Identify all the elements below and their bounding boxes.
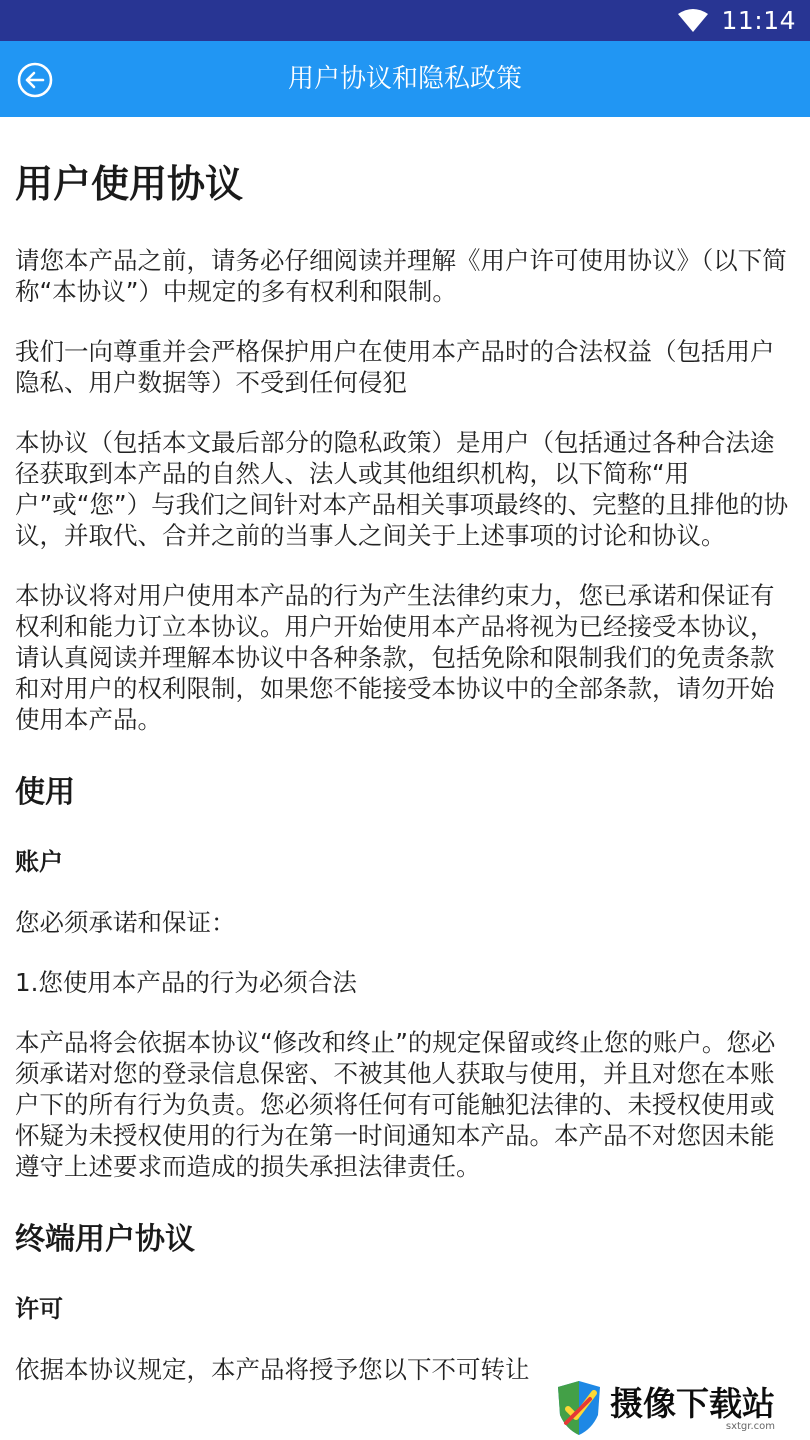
status-time: 11:14 (721, 6, 796, 35)
intro-paragraph: 本协议（包括本文最后部分的隐私政策）是用户（包括通过各种合法途径获取到本产品的自然人、法人或其他组织机构，以下简称“用户”或“您”）与我们之间针对本产品相关事项最终的、完整的且排他的协议，并取代、合并之前的当事人之间关于上述事项的讨论和协议。 (15, 428, 789, 550)
watermark-url: sxtgr.com (725, 1420, 775, 1432)
shield-logo-icon (554, 1379, 604, 1437)
agreement-content[interactable] (15, 117, 797, 1414)
watermark (554, 1376, 802, 1440)
app-bar (0, 41, 810, 117)
section-heading-eula: 终端用户协议 (15, 1222, 195, 1257)
intro-paragraph: 请您本产品之前，请务必仔细阅读并理解《用户许可使用协议》（以下简称“本协议”）中规定的多有权利和限制。 (15, 246, 787, 306)
account-paragraph: 本产品将会依据本协议“修改和终止”的规定保留或终止您的账户。您必须承诺对您的登录信息保密、不被其他人获取与使用，并且对您在本账户下的所有行为负责。您必须将任何有可能触犯法律的、未授权使用或怀疑为未授权使用的行为在第一时间通知本产品。本产品不对您因未能遵守上述要求而造成的损失承担法律责任。 (15, 1028, 776, 1181)
status-right (677, 0, 796, 41)
watermark-title: 摄像下载站 (610, 1383, 775, 1423)
license-paragraph: 依据本协议规定，本产品将授予您以下不可转让 (15, 1355, 530, 1384)
section-heading-use: 使用 (15, 775, 75, 810)
account-paragraph: 1.您使用本产品的行为必须合法 (15, 968, 357, 997)
wifi-icon (677, 9, 709, 33)
watermark-text (610, 1385, 775, 1432)
account-paragraph: 您必须承诺和保证： (15, 908, 236, 937)
status-bar (0, 0, 810, 41)
intro-paragraph: 我们一向尊重并会严格保护用户在使用本产品时的合法权益（包括用户隐私、用户数据等）不受到任何侵犯 (15, 337, 775, 397)
intro-paragraph: 本协议将对用户使用本产品的行为产生法律约束力，您已承诺和保证有权利和能力订立本协议。用户开始使用本产品将视为已经接受本协议，请认真阅读并理解本协议中各种条款，包括免除和限制我们的免责条款和对用户的权利限制，如果您不能接受本协议中的全部条款，请勿开始使用本产品。 (15, 581, 775, 734)
subheading-license: 许可 (15, 1295, 63, 1323)
subheading-account: 账户 (15, 848, 63, 876)
page-title: 用户协议和隐私政策 (287, 64, 522, 94)
agreement-heading: 用户使用协议 (15, 162, 244, 206)
back-arrow-circle-icon[interactable] (16, 61, 54, 99)
